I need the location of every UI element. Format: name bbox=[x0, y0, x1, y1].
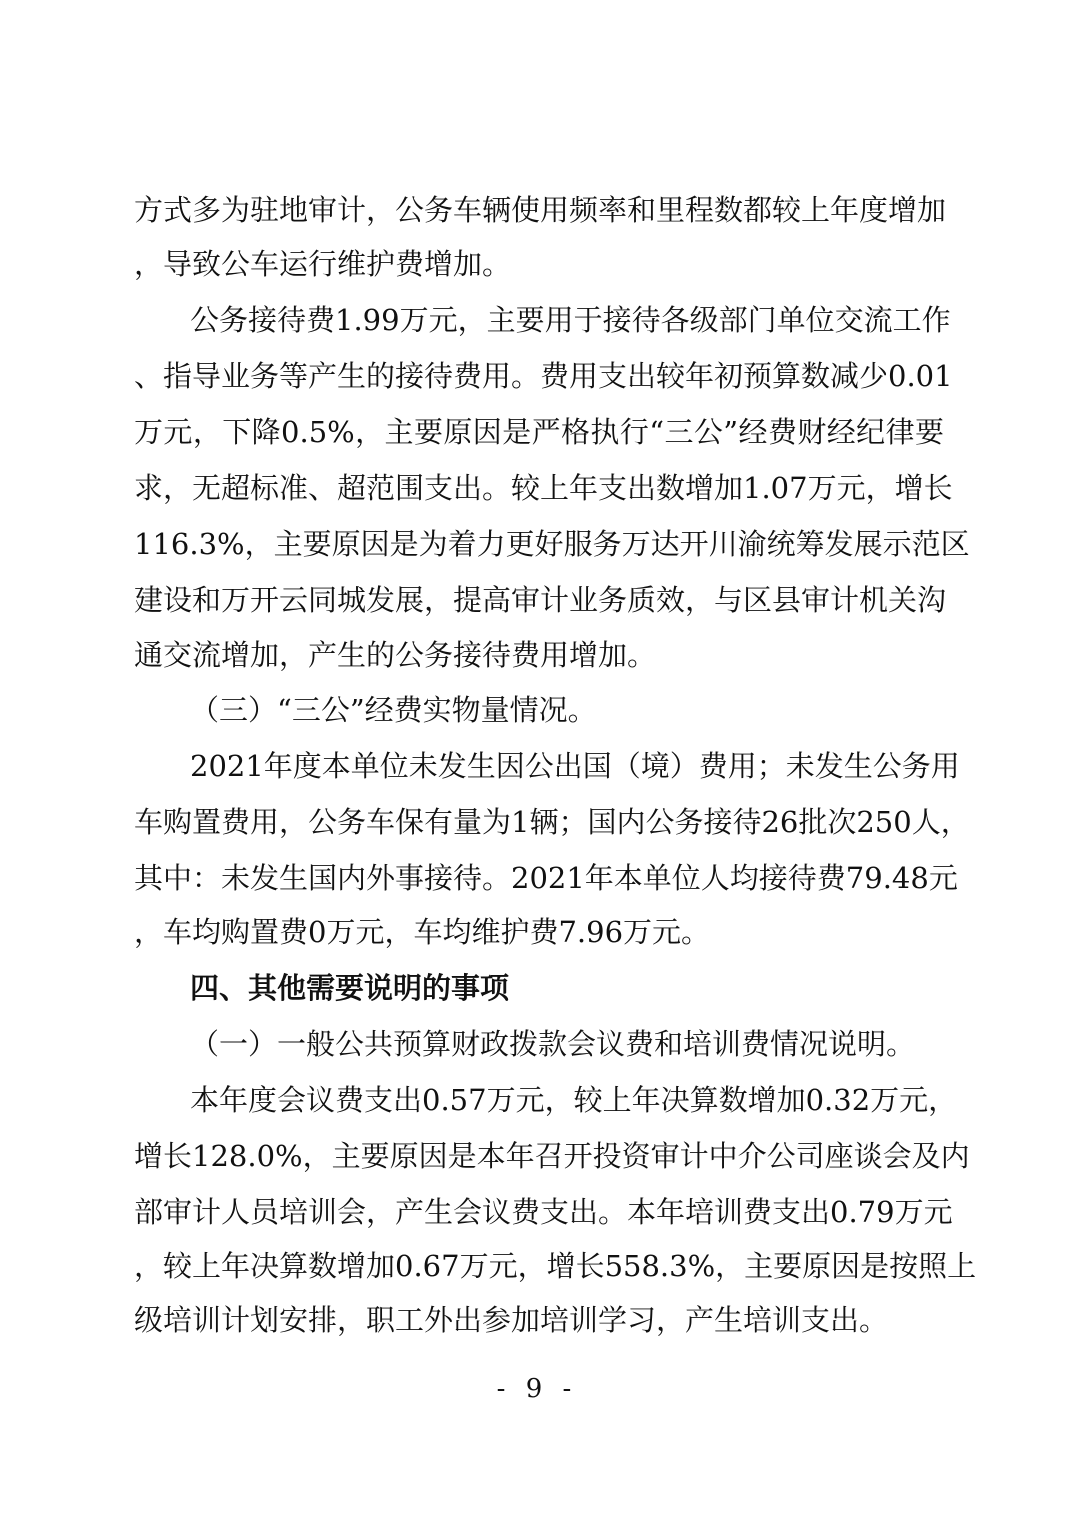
text-line-13: 其中：未发生国内外事接待。2021年本单位人均接待费79.48元 bbox=[134, 861, 958, 895]
text-line-8: 建设和万开云同城发展，提高审计业务质效，与区县审计机关沟 bbox=[134, 583, 947, 617]
section-subheading-1: （一）一般公共预算财政拨款会议费和培训费情况说明。 bbox=[190, 1027, 916, 1061]
text-line-11: 2021年度本单位未发生因公出国（境）费用；未发生公务用 bbox=[190, 749, 960, 783]
text-line-14: ，车均购置费0万元，车均维护费7.96万元。 bbox=[134, 915, 711, 949]
text-line-21: 级培训计划安排，职工外出参加培训学习，产生培训支出。 bbox=[134, 1303, 889, 1337]
text-line-6: 求，无超标准、超范围支出。较上年支出数增加1.07万元，增长 bbox=[134, 471, 953, 505]
text-line-20: ，较上年决算数增加0.67万元，增长558.3%，主要原因是按照上 bbox=[134, 1249, 977, 1283]
text-line-7: 116.3%，主要原因是为着力更好服务万达开川渝统筹发展示范区 bbox=[134, 527, 970, 561]
text-line-9: 通交流增加，产生的公务接待费用增加。 bbox=[134, 638, 657, 672]
text-line-3: 公务接待费1.99万元，主要用于接待各级部门单位交流工作 bbox=[190, 303, 951, 337]
text-line-2: ，导致公车运行维护费增加。 bbox=[134, 247, 512, 281]
section-heading-4: 四、其他需要说明的事项 bbox=[190, 971, 510, 1005]
text-line-1: 方式多为驻地审计，公务车辆使用频率和里程数都较上年度增加 bbox=[134, 193, 947, 227]
text-line-4: 、指导业务等产生的接待费用。费用支出较年初预算数减少0.01 bbox=[134, 359, 953, 393]
text-line-18: 增长128.0%，主要原因是本年召开投资审计中介公司座谈会及内 bbox=[134, 1139, 970, 1173]
text-line-5: 万元，下降0.5%，主要原因是严格执行“三公”经费财经纪律要 bbox=[134, 415, 944, 449]
text-line-19: 部审计人员培训会，产生会议费支出。本年培训费支出0.79万元 bbox=[134, 1195, 953, 1229]
section-subheading-3: （三）“三公”经费实物量情况。 bbox=[190, 693, 597, 727]
text-line-17: 本年度会议费支出0.57万元，较上年决算数增加0.32万元， bbox=[190, 1083, 958, 1117]
text-line-12: 车购置费用，公务车保有量为1辆；国内公务接待26批次250人， bbox=[134, 805, 970, 839]
page-number: - 9 - bbox=[496, 1374, 578, 1404]
